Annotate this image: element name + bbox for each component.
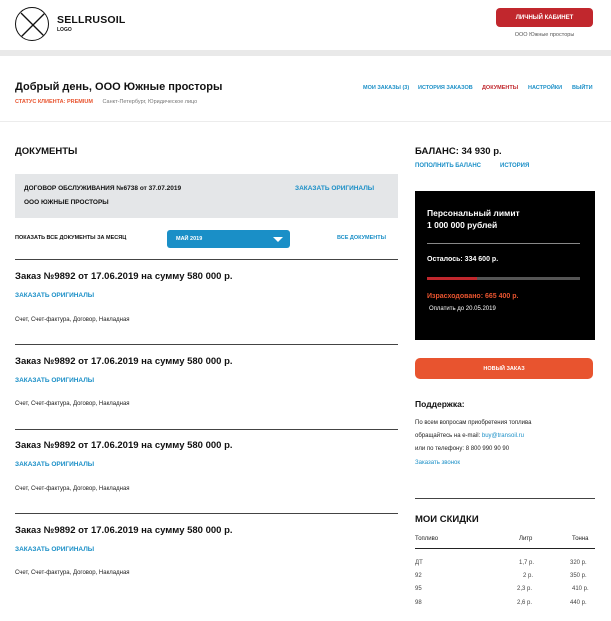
contract-org: ООО ЮЖНЫЕ ПРОСТОРЫ — [24, 199, 109, 206]
order-title: Заказ №9892 от 17.06.2019 на сумму 580 000 р. — [15, 440, 233, 451]
limit-divider — [427, 243, 580, 244]
logo[interactable] — [15, 7, 126, 41]
discount-ton: 320 р. — [570, 560, 587, 566]
support-line-1: По всем вопросам приобретения топлива — [415, 420, 532, 426]
client-status — [15, 99, 197, 105]
discount-liter: 2,6 р. — [517, 600, 533, 606]
support-line-2 — [415, 433, 524, 439]
discount-ton: 440 р. — [570, 600, 587, 606]
brand-name: SELLRUSOIL — [57, 14, 126, 27]
limit-progress-bar — [427, 277, 580, 280]
order-originals-link[interactable]: ЗАКАЗАТЬ ОРИГИНАЛЫ — [15, 461, 95, 468]
discount-ton: 410 р. — [572, 586, 589, 592]
nav-my-orders[interactable]: МОИ ЗАКАЗЫ (3) — [363, 85, 410, 91]
personal-cabinet-button[interactable]: ЛИЧНЫЙ КАБИНЕТ — [496, 8, 593, 27]
header — [0, 0, 611, 50]
nav-order-history[interactable]: ИСТОРИЯ ЗАКАЗОВ — [418, 85, 473, 91]
order-title: Заказ №9892 от 17.06.2019 на сумму 580 000 р. — [15, 271, 233, 282]
discounts-divider — [415, 498, 595, 499]
order-documents-list: Счет, Счет-фактура, Договор, Накладная — [15, 317, 130, 323]
status-label: СТАТУС КЛИЕНТА: PREMIUM — [15, 99, 93, 105]
logo-cross-icon — [15, 7, 49, 41]
discount-liter: 2 р. — [523, 573, 534, 579]
all-documents-link[interactable]: ВСЕ ДОКУМЕНТЫ — [337, 235, 387, 241]
order-divider — [15, 344, 398, 345]
discount-liter: 1,7 р. — [519, 560, 535, 566]
discount-fuel: 92 — [415, 573, 422, 579]
header-divider — [0, 50, 611, 56]
brand-sub: LOGO — [57, 26, 72, 33]
contract-card — [15, 174, 398, 218]
order-originals-link[interactable]: ЗАКАЗАТЬ ОРИГИНАЛЫ — [15, 546, 95, 553]
month-filter-label: ПОКАЗАТЬ ВСЕ ДОКУМЕНТЫ ЗА МЕСЯЦ — [15, 235, 127, 241]
contract-title: ДОГОВОР ОБСЛУЖИВАНИЯ №6738 от 37.07.2019 — [24, 185, 182, 192]
discounts-header-divider — [415, 548, 595, 549]
discounts-header-ton: Тонна — [572, 536, 589, 542]
order-title: Заказ №9892 от 17.06.2019 на сумму 580 000 р. — [15, 525, 233, 536]
order-title: Заказ №9892 от 17.06.2019 на сумму 580 000 р. — [15, 356, 233, 367]
cabinet-org-name: ООО Южные просторы — [514, 32, 575, 38]
section-divider — [0, 121, 611, 122]
order-originals-link[interactable]: ЗАКАЗАТЬ ОРИГИНАЛЫ — [15, 292, 95, 299]
discount-fuel: 98 — [415, 600, 422, 606]
request-callback-link[interactable]: Заказать звонок — [415, 460, 460, 466]
discount-liter: 2,3 р. — [517, 586, 533, 592]
limit-card — [415, 191, 595, 340]
discount-fuel: ДТ — [415, 560, 423, 566]
limit-pay-until: Оплатить до 20.05.2019 — [429, 306, 496, 312]
limit-progress-fill — [427, 277, 477, 280]
nav-documents[interactable]: ДОКУМЕНТЫ — [482, 85, 519, 91]
discount-fuel: 95 — [415, 586, 422, 592]
greeting-title: Добрый день, ООО Южные просторы — [15, 81, 223, 93]
support-email-prefix: обращайтесь на e-mail: — [415, 433, 481, 439]
order-documents-list: Счет, Счет-фактура, Договор, Накладная — [15, 570, 130, 576]
support-email-link[interactable]: buy@transoil.ru — [481, 433, 524, 439]
order-documents-list: Счет, Счет-фактура, Договор, Накладная — [15, 486, 130, 492]
nav-settings[interactable]: НАСТРОЙКИ — [528, 85, 563, 91]
new-order-button[interactable]: НОВЫЙ ЗАКАЗ — [415, 358, 593, 379]
discounts-header-fuel: Топливо — [415, 536, 439, 542]
balance-title: БАЛАНС: 34 930 р. — [415, 146, 502, 157]
chevron-down-icon — [273, 237, 283, 242]
order-divider — [15, 513, 398, 514]
limit-spent: Израсходовано: 665 400 р. — [427, 293, 519, 300]
support-title: Поддержка: — [415, 399, 465, 409]
order-documents-list: Счет, Счет-фактура, Договор, Накладная — [15, 401, 130, 407]
order-divider — [15, 429, 398, 430]
discounts-header-liter: Литр — [519, 536, 533, 542]
contract-order-originals-link[interactable]: ЗАКАЗАТЬ ОРИГИНАЛЫ — [295, 185, 375, 192]
limit-title: Персональный лимит — [427, 208, 520, 218]
month-select[interactable] — [167, 230, 290, 248]
topup-balance-link[interactable]: ПОПОЛНИТЬ БАЛАНС — [415, 163, 482, 169]
nav-logout[interactable]: ВЫЙТИ — [572, 85, 593, 91]
support-line-3: или по телефону: 8 800 990 90 90 — [415, 446, 510, 452]
client-location: Санкт-Петербург, Юридическое лицо — [102, 99, 198, 105]
order-originals-link[interactable]: ЗАКАЗАТЬ ОРИГИНАЛЫ — [15, 377, 95, 384]
documents-title: ДОКУМЕНТЫ — [15, 146, 78, 157]
limit-remaining: Осталось: 334 600 р. — [427, 256, 499, 263]
balance-history-link[interactable]: ИСТОРИЯ — [500, 163, 530, 169]
limit-amount: 1 000 000 рублей — [427, 220, 498, 230]
month-select-value: МАЙ 2019 — [176, 236, 203, 242]
order-divider — [15, 259, 398, 260]
discounts-title: МОИ СКИДКИ — [415, 514, 479, 525]
discount-ton: 350 р. — [570, 573, 587, 579]
